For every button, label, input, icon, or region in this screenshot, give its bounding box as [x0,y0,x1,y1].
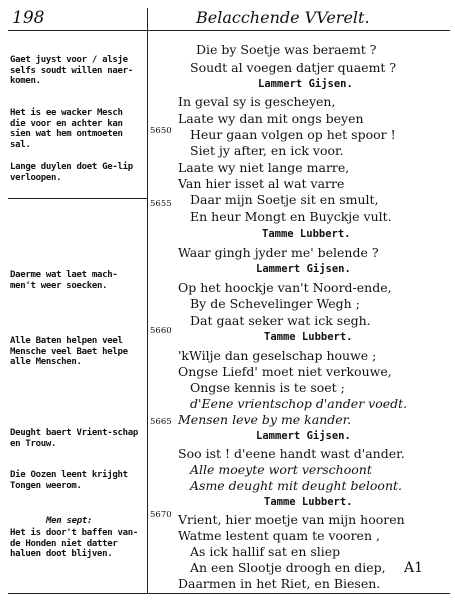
verse-line: Heur gaan volgen op het spoor ! [190,127,396,142]
verse-line: Van hier isset al wat varre [178,176,345,191]
verse-line: Laate wy dan mit ongs beyen [178,111,364,126]
verse-line: Asme deught mit deught beloont. [190,478,403,493]
speaker-name: Tamme Lubbert. [262,228,351,240]
verse-line: In geval sy is gescheyen, [178,94,336,109]
verse-line: Laate wy niet lange marre, [178,160,350,175]
margin-note: Deught baert Vrient-schap en Trouw. [10,428,138,449]
margin-note: Gaet juyst voor / alsje selfs soudt willen naer-komen. [10,55,133,86]
speaker-name: Lammert Gijsen. [258,78,353,90]
verse-line: Mensen leve by me kander. [178,412,352,427]
verse-line: An een Slootje droogh en diep, [190,560,386,575]
verse-line: En heur Mongt en Buyckje vult. [190,209,392,224]
verse-line: Daar mijn Soetje sit en smult, [190,192,379,207]
verse-line: Waar gingh jyder me' belende ? [178,245,379,260]
margin-note: Daerme wat laet mach-men't weer soecken. [10,270,118,291]
speaker-name: Lammert Gijsen. [256,263,351,275]
margin-note: Het is ee wacker Mesch die voor en achter kan sien wat hem ontmoeten sal. [10,108,123,150]
margin-divider [8,198,147,199]
verse-line: 'kWilje dan geselschap houwe ; [178,348,377,363]
line-number: 5660 [150,326,172,336]
verse-line: Soo ist ! d'eene handt wast d'ander. [178,446,405,461]
verse-line: Soudt al voegen datjer quaemt ? [190,60,397,75]
line-number: 5670 [150,510,172,520]
margin-note: Lange duylen doet Ge-lip verloopen. [10,162,133,183]
verse-line: Vrient, hier moetje van mijn hooren [178,512,405,527]
verse-line: As ick hallif sat en sliep [190,544,341,559]
speaker-name: Lammert Gijsen. [256,430,351,442]
verse-line: Dat gaat seker wat ick segh. [190,313,371,328]
speaker-name: Tamme Lubbert. [264,331,353,343]
column-rule [147,8,148,594]
line-number: 5665 [150,417,172,427]
verse-line: Daarmen in het Riet, en Biesen. [178,576,381,591]
verse-line: Ongse Liefd' moet niet verkouwe, [178,364,392,379]
verse-line: Op het hoockje van't Noord-ende, [178,280,392,295]
verse-line: Alle moeyte wort verschoont [190,462,372,477]
line-number: 5650 [150,126,172,136]
verse-line: d'Eene vrientschop d'ander voedt. [190,396,408,411]
verse-line: Ongse kennis is te soet ; [190,380,345,395]
footer-rule [8,593,450,594]
speaker-name: Tamme Lubbert. [264,496,353,508]
header-rule [8,30,450,31]
running-head: Belacchende VVerelt. [196,8,370,27]
verse-line: By de Schevelinger Wegh ; [190,296,360,311]
verse-line: Watme lestent quam te vooren , [178,528,380,543]
margin-note: Men sept: [46,516,93,526]
signature-mark: A1 [404,560,424,576]
verse-line: Siet jy after, en ick voor. [190,143,344,158]
page-number: 198 [12,8,45,28]
margin-note: Die Oozen leent krijght Tongen weerom. [10,470,128,491]
margin-note: Het is door't baffen van-de Honden niet datter haluen doot blijven. [10,528,138,559]
verse-line: Die by Soetje was beraemt ? [196,42,377,57]
margin-note: Alle Baten helpen veel Mensche veel Baet helpe alle Menschen. [10,336,128,367]
line-number: 5655 [150,199,172,209]
